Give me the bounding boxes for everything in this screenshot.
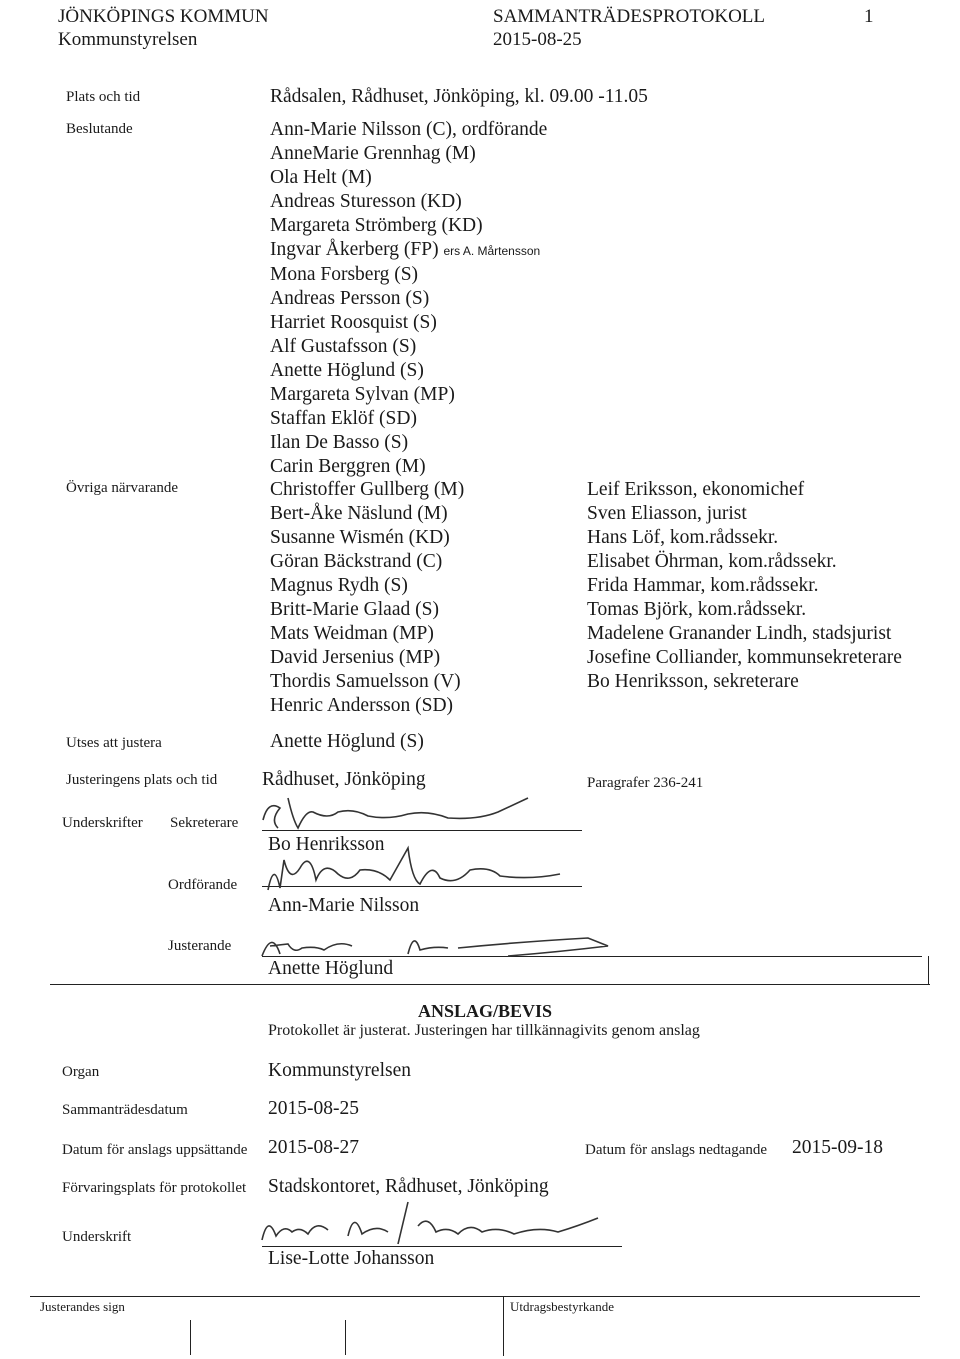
notice-signature xyxy=(258,1196,618,1248)
extract-certified-label: Utdragsbestyrkande xyxy=(510,1299,614,1314)
list-item: Christoffer Gullberg (M) xyxy=(270,479,465,500)
list-item: Ilan De Basso (S) xyxy=(270,432,409,453)
adjuster-chosen-value: Anette Höglund (S) xyxy=(270,731,424,752)
posted-date-value: 2015-08-27 xyxy=(268,1137,359,1158)
list-item: Sven Eliasson, jurist xyxy=(587,503,747,524)
document-date: 2015-08-25 xyxy=(493,29,582,50)
others-present-label: Övriga närvarande xyxy=(66,480,179,496)
others-members-list xyxy=(270,478,464,718)
adjustment-place-time-label: Justeringens plats och tid xyxy=(66,772,218,788)
list-item: Staffan Eklöf (SD) xyxy=(270,408,417,429)
list-item: Susanne Wismén (KD) xyxy=(270,527,450,548)
section-divider xyxy=(50,984,930,985)
page-number: 1 xyxy=(864,6,874,27)
signatures-label: Underskrifter xyxy=(62,815,143,831)
list-item: Ann-Marie Nilsson (C), ordförande xyxy=(270,119,548,140)
sign-box-divider xyxy=(190,1320,191,1355)
list-item: Ola Helt (M) xyxy=(270,167,372,188)
notice-statement: Protokollet är justerat. Justeringen har tillkännagivits genom anslag xyxy=(268,1022,700,1039)
place-time-label: Plats och tid xyxy=(66,89,141,105)
secretary-signature xyxy=(258,790,548,835)
list-item: Margareta Sylvan (MP) xyxy=(270,384,455,405)
list-item: Ingvar Åkerberg (FP) ers A. Mårtensson xyxy=(270,239,541,260)
chair-signature xyxy=(260,840,570,898)
decision-makers-list xyxy=(270,118,547,479)
secretary-name: Bo Henriksson xyxy=(268,834,385,855)
footer-rule xyxy=(30,1296,920,1297)
removed-date-label: Datum för anslags nedtagande xyxy=(585,1142,768,1158)
list-item: Henric Andersson (SD) xyxy=(270,695,454,716)
paragraphs-range: Paragrafer 236-241 xyxy=(587,775,704,791)
storage-label: Förvaringsplats för protokollet xyxy=(62,1180,247,1196)
list-item: Mona Forsberg (S) xyxy=(270,264,419,285)
list-item: Alf Gustafsson (S) xyxy=(270,336,417,357)
list-item: Andreas Sturesson (KD) xyxy=(270,191,462,212)
organ-value: Kommunstyrelsen xyxy=(268,1060,411,1081)
notice-title: ANSLAG/BEVIS xyxy=(418,1001,553,1021)
secretary-label: Sekreterare xyxy=(170,815,239,831)
decision-makers-label: Beslutande xyxy=(66,121,133,137)
list-item: Andreas Persson (S) xyxy=(270,288,430,309)
list-item: Bo Henriksson, sekreterare xyxy=(587,671,799,692)
list-item: Göran Bäckstrand (C) xyxy=(270,551,443,572)
list-item: Anette Höglund (S) xyxy=(270,360,424,381)
chair-name: Ann-Marie Nilsson xyxy=(268,895,420,916)
others-officials-list xyxy=(587,478,902,694)
sign-box-divider xyxy=(503,1296,504,1356)
chair-label: Ordförande xyxy=(168,877,238,893)
list-item: Britt-Marie Glaad (S) xyxy=(270,599,439,620)
list-item: Carin Berggren (M) xyxy=(270,456,426,477)
list-item: Frida Hammar, kom.rådssekr. xyxy=(587,575,819,596)
list-item: Hans Löf, kom.rådssekr. xyxy=(587,527,779,548)
list-item: Thordis Samuelsson (V) xyxy=(270,671,461,692)
signature-label: Underskrift xyxy=(62,1229,132,1245)
adjuster-chosen-label: Utses att justera xyxy=(66,735,162,751)
organ-label: Organ xyxy=(62,1064,100,1080)
adjuster-name: Anette Höglund xyxy=(268,958,394,979)
committee-name: Kommunstyrelsen xyxy=(58,29,198,50)
meeting-date-value: 2015-08-25 xyxy=(268,1098,359,1119)
list-item: Elisabet Öhrman, kom.rådssekr. xyxy=(587,551,837,572)
organization-name: JÖNKÖPINGS KOMMUN xyxy=(58,6,269,27)
list-item: Mats Weidman (MP) xyxy=(270,623,434,644)
posted-date-label: Datum för anslags uppsättande xyxy=(62,1142,248,1158)
list-item: Madelene Granander Lindh, stadsjurist xyxy=(587,623,892,644)
list-item: Magnus Rydh (S) xyxy=(270,575,408,596)
meeting-date-label: Sammanträdesdatum xyxy=(62,1102,188,1118)
list-item: Tomas Björk, kom.rådssekr. xyxy=(587,599,807,620)
sign-box-divider xyxy=(345,1320,346,1355)
place-time-value: Rådsalen, Rådhuset, Jönköping, kl. 09.00 -11.05 xyxy=(270,86,648,107)
list-item: Josefine Colliander, kommunsekreterare xyxy=(587,647,902,668)
list-item: David Jersenius (MP) xyxy=(270,647,441,668)
replacement-note: ers A. Mårtensson xyxy=(443,244,541,258)
list-item: AnneMarie Grennhag (M) xyxy=(270,143,476,164)
removed-date-value: 2015-09-18 xyxy=(792,1137,883,1158)
document-type: SAMMANTRÄDESPROTOKOLL xyxy=(493,6,766,27)
adjuster-label: Justerande xyxy=(168,938,232,954)
list-item: Leif Eriksson, ekonomichef xyxy=(587,479,805,500)
adjustment-place-time-value: Rådhuset, Jönköping xyxy=(262,769,426,790)
list-item: Margareta Strömberg (KD) xyxy=(270,215,483,236)
section-divider xyxy=(928,956,929,985)
adjusters-sign-label: Justerandes sign xyxy=(40,1299,125,1314)
signature-name: Lise-Lotte Johansson xyxy=(268,1248,435,1269)
list-item: Bert-Åke Näslund (M) xyxy=(270,503,448,524)
storage-value: Stadskontoret, Rådhuset, Jönköping xyxy=(268,1176,549,1197)
list-item: Harriet Roosquist (S) xyxy=(270,312,437,333)
